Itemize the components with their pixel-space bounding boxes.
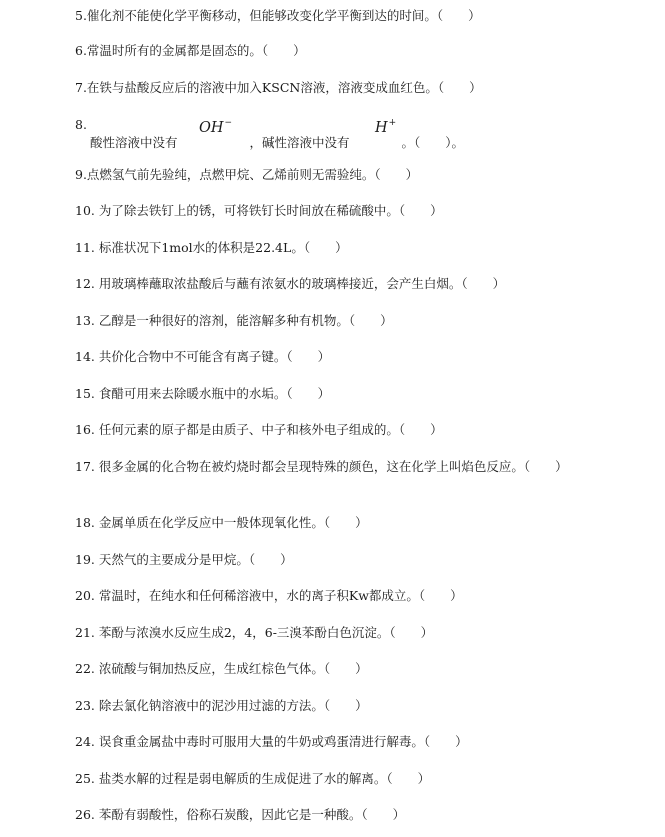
question-15: 15. 食醋可用来去除暖水瓶中的水垢。（ ） (75, 386, 331, 401)
question-21: 21. 苯酚与浓溴水反应生成2，4，6-三溴苯酚白色沉淀。（ ） (75, 625, 434, 640)
question-18: 18. 金属单质在化学反应中一般体现氧化性。（ ） (75, 515, 368, 530)
question-11: 11. 标准状况下1mol水的体积是22.4L。（ ） (75, 240, 348, 255)
question-9: 9.点燃氢气前先验纯，点燃甲烷、乙烯前则无需验纯。（ ） (75, 167, 419, 182)
question-10: 10. 为了除去铁钉上的锈，可将铁钉长时间放在稀硫酸中。（ ） (75, 203, 443, 218)
question-24: 24. 误食重金属盐中毒时可服用大量的牛奶或鸡蛋清进行解毒。（ ） (75, 734, 468, 749)
question-7: 7.在铁与盐酸反应后的溶液中加入KSCN溶液，溶液变成血红色。（ ） (75, 80, 482, 95)
question-8 (90, 133, 464, 151)
question-8-number: 8. (75, 117, 87, 132)
question-16: 16. 任何元素的原子都是由质子、中子和核外电子组成的。（ ） (75, 422, 443, 437)
question-22: 22. 浓硫酸与铜加热反应，生成红棕色气体。（ ） (75, 661, 368, 676)
question-8-text-2: ，碱性溶液中没有 (249, 135, 350, 150)
question-20: 20. 常温时，在纯水和任何稀溶液中，水的离子积Kw都成立。（ ） (75, 588, 463, 603)
question-6: 6.常温时所有的金属都是固态的。（ ） (75, 43, 306, 58)
question-14: 14. 共价化合物中不可能含有离子键。（ ） (75, 349, 331, 364)
question-17: 17. 很多金属的化合物在被灼烧时都会呈现特殊的颜色，这在化学上叫焰色反应。（ ） (75, 459, 568, 474)
question-23: 23. 除去氯化钠溶液中的泥沙用过滤的方法。（ ） (75, 698, 368, 713)
question-8-text-3: 。（ ）。 (401, 135, 465, 150)
question-19: 19. 天然气的主要成分是甲烷。（ ） (75, 552, 293, 567)
question-8-text-1: 酸性溶液中没有 (90, 135, 178, 150)
hydrogen-ion-formula: H+ (375, 118, 397, 136)
question-25: 25. 盐类水解的过程是弱电解质的生成促进了水的解离。（ ） (75, 771, 431, 786)
hydroxide-formula: OH− (199, 118, 233, 136)
question-26: 26. 苯酚有弱酸性，俗称石炭酸，因此它是一种酸。（ ） (75, 807, 406, 822)
question-5: 5.催化剂不能使化学平衡移动，但能够改变化学平衡到达的时间。（ ） (75, 8, 481, 23)
question-12: 12. 用玻璃棒蘸取浓盐酸后与蘸有浓氨水的玻璃棒接近，会产生白烟。（ ） (75, 276, 506, 291)
question-13: 13. 乙醇是一种很好的溶剂，能溶解多种有机物。（ ） (75, 313, 393, 328)
